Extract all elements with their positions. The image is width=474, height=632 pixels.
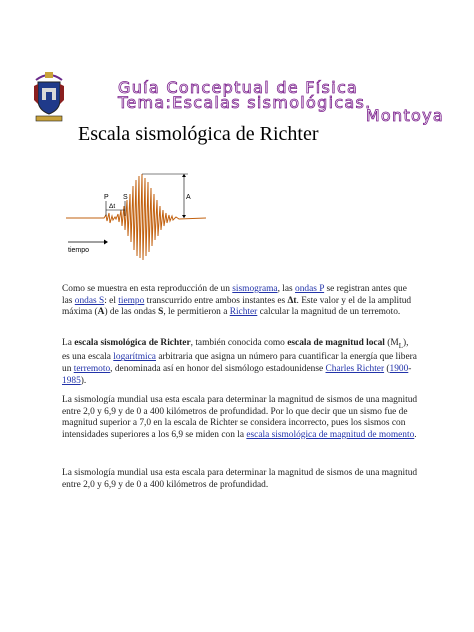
- paragraph-usage-repeat: La sismología mundial usa esta escala para determinar la magnitud de sismos de una magnitud entre 2,0 y 6,9 y de 0 a 400 kilómetros de profundidad.: [62, 468, 418, 490]
- s-wave-label: S: [123, 194, 128, 201]
- university-crest-logo: [32, 70, 66, 124]
- link-year-1985[interactable]: 1985: [62, 375, 81, 386]
- link-sismograma[interactable]: sismograma: [232, 284, 278, 294]
- link-richter[interactable]: Richter: [229, 307, 258, 318]
- delta-t-label: Δt: [109, 203, 116, 210]
- page-title: Escala sismológica de Richter: [78, 123, 319, 145]
- link-terremoto[interactable]: terremoto: [73, 364, 111, 375]
- link-logaritmica[interactable]: logarítmica: [113, 352, 156, 363]
- amplitude-label: A: [186, 194, 191, 201]
- paragraph-usage: La sismología mundial usa esta escala para determinar la magnitud de sismos de una magnitud entre 2,0 y 6,9 y de 0 a 400 kilómetros de profundidad. Por lo que decir que un sismo fue de magnitud superior a 7,0 en la escala de Richter se considera incorrecto, pues los sismos con intensidades superiores a los 6,9 se miden con la escala sismológica de magnitud de momento.: [62, 395, 418, 440]
- p-wave-label: P: [104, 194, 109, 201]
- link-charles-richter[interactable]: Charles Richter: [325, 364, 385, 375]
- header-topic: Tema:Escalas sismológicas.: [118, 93, 372, 112]
- link-tiempo[interactable]: tiempo: [118, 295, 145, 306]
- paragraph-definition: La escala sismológica de Richter, también conocida como escala de magnitud local $(M_L)$, es una escala logarítmica arbitraria que asigna un número para cuantificar la energía que libera un terremoto, denominada así en honor del sismólogo estadounidense Charles Richter (1900-1985).: [62, 338, 417, 386]
- paragraph-seismogram: Como se muestra en esta reproducción de un sismograma, las ondas P se registran antes que las ondas S: el tiempo transcurrido entre ambos instantes es Δt. Este valor y el de la amplitud máxima (A) de las ondas S, le permitieron a Richter calcular la magnitud de un terremoto.: [62, 284, 412, 318]
- seismogram-figure: [66, 166, 206, 262]
- link-ondas-s[interactable]: ondas S: [74, 295, 105, 306]
- time-axis-label: tiempo: [68, 247, 90, 254]
- header-author: Montoya: [365, 106, 444, 125]
- header-subject: Guía Conceptual de Física: [118, 78, 359, 97]
- link-ondas-p[interactable]: ondas P: [295, 284, 325, 294]
- link-year-1900[interactable]: 1900: [389, 364, 409, 375]
- link-escala-magnitud-momento[interactable]: escala sismológica de magnitud de momento: [246, 429, 415, 440]
